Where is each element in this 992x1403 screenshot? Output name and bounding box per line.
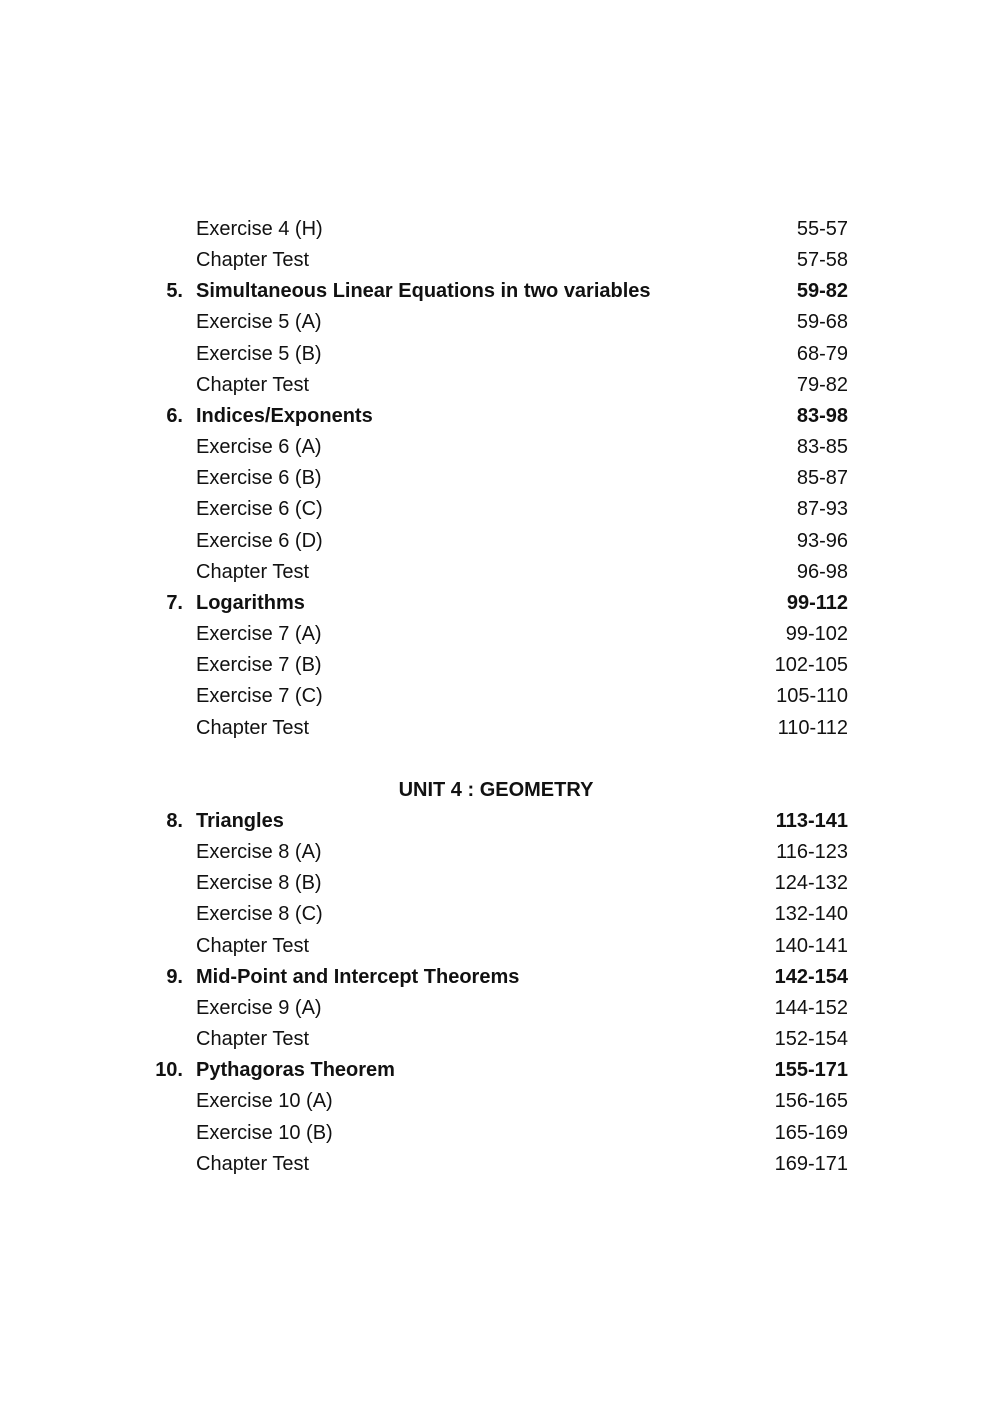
entry-title: Exercise 5 (A) <box>196 311 322 334</box>
entry-title: Mid-Point and Intercept Theorems <box>196 965 520 988</box>
toc-exercise-row <box>0 214 992 245</box>
entry-title: Exercise 6 (A) <box>196 436 322 459</box>
entry-title: Exercise 7 (C) <box>196 685 323 708</box>
page-range: 87-93 <box>796 498 848 521</box>
page-range: 132-140 <box>774 903 848 926</box>
page-range: 152-154 <box>774 1028 848 1051</box>
page-range: 83-98 <box>796 404 848 427</box>
page-range: 68-79 <box>796 342 848 365</box>
toc-exercise-row <box>0 837 992 868</box>
toc-exercise-row <box>0 1086 992 1117</box>
page-range: 169-171 <box>774 1152 848 1175</box>
chapter-number: 5. <box>166 280 183 303</box>
toc-exercise-row <box>0 1149 992 1180</box>
entry-title: Logarithms <box>196 591 305 614</box>
spacer <box>0 744 992 775</box>
chapter-number: 9. <box>166 965 183 988</box>
page-range: 113-141 <box>775 809 848 832</box>
page-range: 165-169 <box>774 1121 848 1144</box>
page-range: 102-105 <box>774 654 848 677</box>
entry-title: Chapter Test <box>196 560 310 583</box>
chapter-number: 10. <box>155 1059 183 1082</box>
entry-title: Exercise 10 (B) <box>196 1121 333 1144</box>
toc-exercise-row <box>0 526 992 557</box>
entry-title: Triangles <box>196 809 284 832</box>
toc-exercise-row <box>0 494 992 525</box>
toc-exercise-row <box>0 339 992 370</box>
page-range: 59-68 <box>796 311 848 334</box>
entry-title: Chapter Test <box>196 716 310 739</box>
toc-exercise-row <box>0 931 992 962</box>
entry-title: Chapter Test <box>196 1152 310 1175</box>
toc-chapter-row <box>0 588 992 619</box>
page-range: 156-165 <box>774 1090 848 1113</box>
toc-chapter-row <box>0 806 992 837</box>
toc-exercise-row <box>0 1118 992 1149</box>
toc-exercise-row <box>0 307 992 338</box>
table-of-contents <box>0 214 992 1180</box>
entry-title: Simultaneous Linear Equations in two variables <box>196 280 651 303</box>
toc-exercise-row <box>0 1024 992 1055</box>
entry-title: Exercise 6 (B) <box>196 467 322 490</box>
entry-title: Exercise 7 (A) <box>196 623 322 646</box>
entry-title: Exercise 8 (B) <box>196 872 322 895</box>
entry-title: Indices/Exponents <box>196 404 373 427</box>
entry-title: Exercise 7 (B) <box>196 654 322 677</box>
entry-title: Chapter Test <box>196 373 310 396</box>
toc-chapter-row <box>0 401 992 432</box>
page-range: 105-110 <box>776 685 848 708</box>
page-range: 140-141 <box>774 934 848 957</box>
entry-title: Exercise 8 (A) <box>196 841 322 864</box>
page-range: 99-102 <box>785 623 848 646</box>
chapter-number: 6. <box>166 404 183 427</box>
entry-title: Chapter Test <box>196 1028 310 1051</box>
toc-exercise-row <box>0 557 992 588</box>
toc-exercise-row <box>0 650 992 681</box>
entry-title: Chapter Test <box>196 249 310 272</box>
entry-title: Pythagoras Theorem <box>196 1059 395 1082</box>
unit-heading: UNIT 4 : GEOMETRY <box>398 778 594 801</box>
chapter-number: 8. <box>166 809 183 832</box>
toc-exercise-row <box>0 713 992 744</box>
toc-chapter-row <box>0 276 992 307</box>
toc-exercise-row <box>0 868 992 899</box>
entry-title: Exercise 10 (A) <box>196 1090 333 1113</box>
page-range: 93-96 <box>796 529 848 552</box>
toc-exercise-row <box>0 463 992 494</box>
page-range: 96-98 <box>796 560 848 583</box>
entry-title: Exercise 9 (A) <box>196 996 322 1019</box>
page-range: 99-112 <box>786 591 848 614</box>
entry-title: Exercise 4 (H) <box>196 218 323 240</box>
page-range: 79-82 <box>796 373 848 396</box>
toc-exercise-row <box>0 681 992 712</box>
entry-title: Exercise 8 (C) <box>196 903 323 926</box>
toc-exercise-row <box>0 899 992 930</box>
page-range: 124-132 <box>774 872 848 895</box>
chapter-number: 7. <box>166 591 183 614</box>
page-range: 83-85 <box>796 436 848 459</box>
entry-title: Exercise 6 (C) <box>196 498 323 521</box>
page-range: 85-87 <box>796 467 848 490</box>
page-range: 110-112 <box>777 716 848 739</box>
page-range: 59-82 <box>796 280 848 303</box>
page-range: 142-154 <box>774 965 848 988</box>
page-range: 57-58 <box>796 249 848 272</box>
toc-exercise-row <box>0 245 992 276</box>
page-range: 144-152 <box>774 996 848 1019</box>
entry-title: Chapter Test <box>196 934 310 957</box>
page-range: 55-57 <box>796 218 848 240</box>
entry-title: Exercise 6 (D) <box>196 529 323 552</box>
toc-exercise-row <box>0 619 992 650</box>
toc-exercise-row <box>0 432 992 463</box>
toc-chapter-row <box>0 1055 992 1086</box>
page-range: 155-171 <box>774 1059 848 1082</box>
toc-exercise-row <box>0 993 992 1024</box>
entry-title: Exercise 5 (B) <box>196 342 322 365</box>
toc-chapter-row <box>0 962 992 993</box>
toc-exercise-row <box>0 370 992 401</box>
page-range: 116-123 <box>776 841 848 864</box>
